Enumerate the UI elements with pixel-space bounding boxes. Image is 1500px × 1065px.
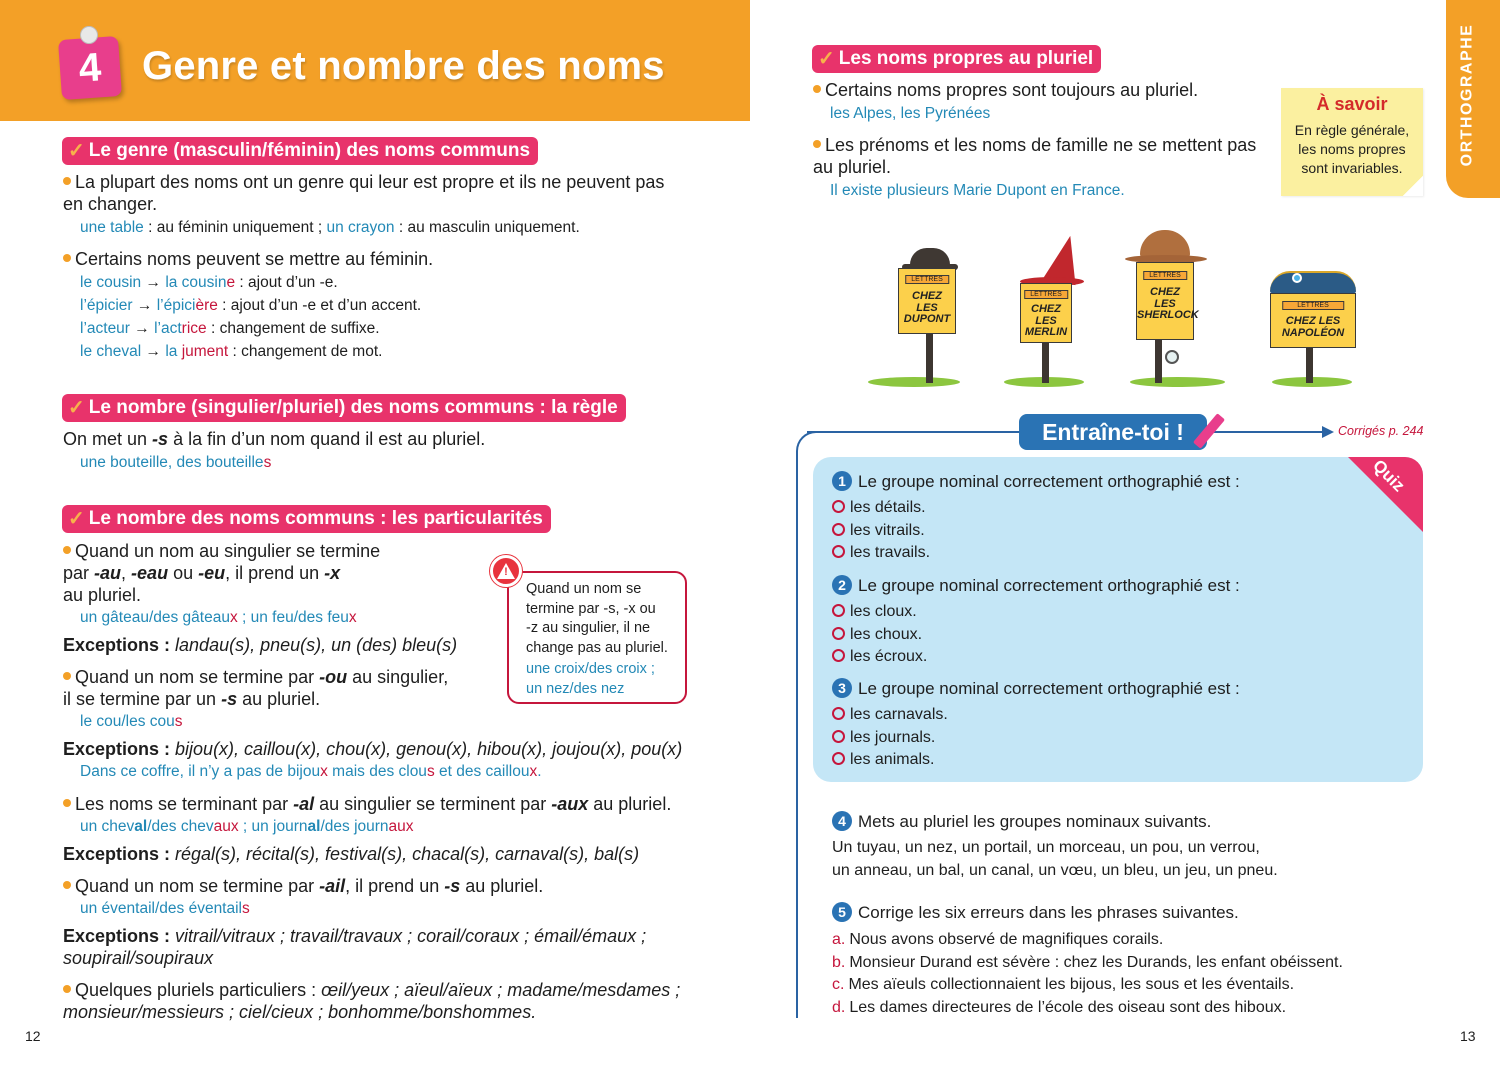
quiz-option[interactable]: [832, 704, 1240, 727]
page-curl-icon: [1403, 176, 1423, 196]
option-text: les écroux.: [850, 648, 928, 665]
exceptions-list: régal(s), récital(s), festival(s), chacal(s), carnaval(s), bal(s): [170, 844, 640, 864]
regle-paragraph: [63, 428, 485, 450]
sign-name: [1021, 304, 1071, 339]
warning-line: change pas au pluriel.: [526, 639, 668, 656]
section-heading-text: Le nombre des noms communs : les particularités: [88, 507, 543, 529]
quiz-option[interactable]: [832, 497, 1240, 520]
warning-example: une croix/des croix ;: [526, 661, 655, 677]
text: , il prend un: [225, 563, 325, 583]
option-text: les travails.: [850, 544, 931, 561]
sign-name-line: LES: [1035, 314, 1057, 327]
au-rule-line-2: [63, 562, 340, 584]
section-heading-propres: [812, 45, 1101, 73]
ending: x: [348, 609, 357, 626]
quiz-option[interactable]: [832, 624, 1240, 647]
exercise-item: [832, 997, 1343, 1020]
particular-plurals-line-2: monsieur/messieurs ; ciel/cieux ; bonhomme/bonshommes.: [63, 1002, 537, 1022]
ending: s: [426, 763, 435, 780]
sign-name-line: NAPOLÉON: [1281, 326, 1345, 339]
section-heading-regle: [62, 394, 626, 422]
radio-button[interactable]: [832, 707, 845, 720]
feminine-stem: la cousin: [165, 274, 227, 291]
quiz-option[interactable]: [832, 542, 1240, 565]
warning-example: un nez/des nez: [526, 681, 625, 697]
quiz-option[interactable]: [832, 646, 1240, 669]
feminine-ending: ère: [195, 297, 218, 314]
sign-board-napoleon: [1270, 293, 1356, 348]
ending: -eau: [131, 563, 169, 583]
text: à la fin d’un nom quand il est au pluriel.: [168, 429, 486, 449]
radio-button[interactable]: [832, 545, 845, 558]
sign-board-sherlock: [1136, 262, 1199, 340]
exercise-line: Un tuyau, un nez, un portail, un morceau, un pou, un verrou,: [832, 839, 1260, 856]
sign-board-dupont: [898, 268, 956, 334]
al-example: [80, 817, 414, 837]
feminine-ending: e: [226, 274, 236, 291]
page-number-right: 13: [1460, 1028, 1476, 1044]
radio-button[interactable]: [832, 523, 845, 536]
gender-example-row: [80, 342, 421, 365]
exceptions-list: vitrail/vitraux ; travail/travaux ; corail/coraux ; émail/émaux ;: [170, 926, 647, 946]
text: Les prénoms et les noms de famille ne se mettent pas: [825, 135, 1257, 155]
ending: -s: [152, 429, 169, 449]
bullet-icon: [63, 672, 71, 680]
propres-example-1: les Alpes, les Pyrénées: [830, 105, 991, 122]
quiz-label: Quiz: [1369, 455, 1409, 496]
ending: -ail: [319, 876, 346, 896]
exercise-item: [832, 929, 1343, 952]
mailbox-signs-illustration: [860, 225, 1380, 395]
quiz-question-3: [832, 678, 1240, 772]
exercise-item: [832, 974, 1343, 997]
masculine: l’acteur: [80, 320, 130, 337]
checkmark-icon: ✓: [68, 140, 85, 162]
sign-name-line: CHEZ: [1031, 303, 1061, 315]
chapter-title: Genre et nombre des noms: [142, 44, 665, 88]
al-rule-line: [63, 793, 671, 815]
al-exceptions: [63, 843, 639, 865]
a-savoir-title: À savoir: [1316, 94, 1388, 114]
text: On met un: [63, 429, 153, 449]
regle-example: [80, 453, 271, 473]
example: ; un feu/des feu: [237, 609, 349, 626]
sign-name-line: SHERLOCK: [1137, 309, 1199, 321]
text: Quand un nom au singulier se termine: [75, 541, 381, 561]
text: La plupart des noms ont un genre qui leur est propre et ils ne peuvent pas: [75, 172, 665, 192]
arrow-right-icon: →: [136, 297, 153, 314]
propres-paragraph-1: [813, 79, 1198, 101]
radio-button[interactable]: [832, 627, 845, 640]
ending: -x: [324, 563, 341, 583]
example: /des journ: [320, 818, 389, 835]
question-title: [832, 471, 1240, 492]
example: /des chev: [147, 818, 214, 835]
checkmark-icon: ✓: [68, 397, 85, 419]
warning-icon: !: [490, 555, 522, 587]
rule: : changement de suffixe.: [206, 320, 380, 337]
radio-button[interactable]: [832, 730, 845, 743]
genre-paragraph-1b: en changer.: [63, 194, 158, 214]
exceptions-label: Exceptions :: [63, 635, 171, 655]
masculine: le cousin: [80, 274, 142, 291]
side-tab-label: [1447, 0, 1487, 190]
au-example: [80, 608, 357, 628]
example: mais des clou: [327, 763, 427, 780]
sign-post: [1155, 335, 1162, 383]
exercise-number-badge: 4: [832, 811, 852, 831]
text: au pluriel.: [237, 689, 321, 709]
ail-rule-line: [63, 875, 543, 897]
ending: -eu: [198, 563, 226, 583]
example-word: une table: [80, 219, 144, 236]
chapter-number-badge: [58, 36, 122, 100]
gender-examples-list: [80, 273, 421, 365]
section-heading-genre: [62, 137, 538, 165]
feminine-stem: la: [165, 343, 182, 360]
exercise-4: [832, 811, 1278, 882]
feminine-stem: l’épici: [156, 297, 196, 314]
quiz-question-1: [832, 471, 1240, 565]
quiz-option[interactable]: [832, 749, 1240, 772]
sign-label: LETTRES: [905, 275, 949, 284]
sign-label: LETTRES: [1143, 271, 1187, 280]
example: un gâteau/des gâteau: [80, 609, 230, 626]
checkmark-icon: ✓: [818, 48, 835, 70]
quiz-question-2: [832, 575, 1240, 669]
bullet-icon: [813, 85, 821, 93]
option-text: les animals.: [850, 751, 935, 768]
au-exceptions: [63, 634, 457, 656]
question-text: Le groupe nominal correctement orthographié est :: [858, 472, 1240, 491]
masculine: l’épicier: [80, 297, 133, 314]
item-text: Mes aïeuls collectionnaient les bijous, les sous et les éventails.: [848, 976, 1295, 993]
plural-list: œil/yeux ; aïeul/aïeux ; madame/mesdames ;: [321, 980, 681, 1000]
ou-example-2: [80, 762, 542, 782]
exercise-title-text: Mets au pluriel les groupes nominaux suivants.: [858, 812, 1212, 831]
item-text: Nous avons observé de magnifiques corails.: [849, 931, 1164, 948]
exceptions-label: Exceptions :: [63, 739, 171, 759]
arrow-right-icon: →: [145, 343, 161, 360]
gender-example-row: [80, 296, 421, 319]
item-letter: d.: [832, 998, 846, 1016]
au-rule-line-3: au pluriel.: [63, 585, 142, 605]
text: Les noms se terminant par: [75, 794, 294, 814]
ending: s: [242, 900, 250, 917]
page-number-left: 12: [25, 1028, 41, 1044]
au-rule-line-1: [63, 540, 380, 562]
ending: al: [134, 818, 148, 835]
bullet-icon: [63, 881, 71, 889]
feminine-ending: jument: [181, 343, 229, 360]
propres-example-2: Il existe plusieurs Marie Dupont en France.: [830, 182, 1125, 199]
question-title: [832, 678, 1240, 699]
corriges-link[interactable]: Corrigés p. 244: [1338, 424, 1424, 438]
exercise-number-badge: 5: [832, 902, 852, 922]
sign-label: LETTRES: [1024, 290, 1068, 299]
ending: -ou: [319, 667, 348, 687]
example-word: un crayon: [326, 219, 395, 236]
example: Dans ce coffre, il n’y a pas de bijou: [80, 763, 321, 780]
ending: -s: [444, 876, 461, 896]
exceptions-list: landau(s), pneu(s), un (des) bleu(s): [170, 635, 458, 655]
example: un chev: [80, 818, 135, 835]
ending: -au: [94, 563, 122, 583]
warning-line: -z au singulier, il ne: [526, 620, 651, 636]
warning-examples: [526, 659, 655, 699]
text: , il prend un: [345, 876, 445, 896]
option-text: les carnavals.: [850, 706, 948, 723]
text: au pluriel.: [588, 794, 672, 814]
option-text: les journals.: [850, 728, 936, 746]
question-number-badge: 1: [832, 471, 852, 491]
exercise-line: un anneau, un bal, un canal, un vœu, un bleu, un jeu, un pneu.: [832, 861, 1278, 879]
sign-name-line: CHEZ LES: [1285, 315, 1341, 327]
ending: -aux: [551, 794, 589, 814]
grass-icon: [1130, 377, 1225, 387]
section-heading-text: Le genre (masculin/féminin) des noms communs: [88, 139, 531, 161]
item-letter: b.: [832, 953, 846, 971]
side-tab-text: ORTHOGRAPHE: [1458, 23, 1476, 167]
radio-button[interactable]: [832, 500, 845, 513]
text: Quand un nom se termine par: [75, 667, 320, 687]
ending: s: [263, 454, 272, 471]
ending: x: [320, 763, 328, 780]
bullet-icon: [813, 140, 821, 148]
propres-paragraph-2: [813, 134, 1256, 156]
item-letter: c.: [832, 976, 845, 993]
entraine-toi-banner: Entraîne-toi !: [1019, 414, 1207, 450]
option-text: les détails.: [850, 499, 926, 516]
warning-line: termine par -s, -x ou: [526, 600, 656, 617]
bicorne-hat-icon: [1270, 271, 1356, 293]
ou-example: [80, 712, 183, 732]
rule: : ajout d’un -e.: [235, 274, 338, 291]
ending: al: [307, 818, 321, 835]
example: .: [537, 763, 542, 780]
example-note: : au féminin uniquement ;: [143, 219, 327, 236]
ending: s: [174, 713, 183, 730]
text: par: [63, 563, 95, 583]
text: ,: [121, 563, 132, 583]
sign-name: [1137, 286, 1199, 322]
ending: x: [229, 609, 238, 626]
genre-paragraph-2: [63, 248, 433, 270]
ail-example: [80, 899, 250, 919]
text: Quand un nom se termine par: [75, 876, 320, 896]
deerstalker-hat-icon: [1140, 230, 1190, 258]
ending: x: [529, 763, 538, 780]
ou-rule-line-1: [63, 666, 448, 688]
exercise-frame-left-line: [796, 455, 798, 1018]
example: le cou/les cou: [80, 713, 175, 730]
ou-exceptions: [63, 738, 682, 760]
arrow-right-icon: →: [145, 274, 161, 291]
exercise-title: [832, 902, 1343, 923]
example: et des caillou: [434, 763, 530, 780]
exercise-5: [832, 902, 1343, 1019]
quiz-option[interactable]: [832, 727, 1240, 750]
chapter-number: 4: [77, 44, 103, 91]
example: un éventail/des éventail: [80, 900, 243, 917]
sign-name-line: CHEZ: [912, 290, 942, 302]
radio-button[interactable]: [832, 649, 845, 662]
warning-line: Quand un nom se: [526, 581, 642, 597]
text: au singulier se terminent par: [314, 794, 552, 814]
exercise-item: [832, 952, 1343, 975]
masculine: le cheval: [80, 343, 142, 360]
option-text: les vitrails.: [850, 521, 925, 539]
sign-name-line: LES: [1154, 297, 1176, 310]
question-number-badge: 3: [832, 678, 852, 698]
text: au pluriel.: [460, 876, 544, 896]
question-title: [832, 575, 1240, 596]
bullet-icon: [63, 254, 71, 262]
question-text: Le groupe nominal correctement orthographié est :: [858, 679, 1240, 698]
quiz-option[interactable]: [832, 520, 1240, 543]
ail-exceptions-2: soupirail/soupiraux: [63, 948, 214, 968]
exercise-frame-corner: [796, 431, 826, 461]
exceptions-label: Exceptions :: [63, 844, 171, 864]
ending: -al: [293, 794, 315, 814]
text: Certains noms propres sont toujours au pluriel.: [825, 80, 1199, 100]
sign-name-line: LES: [916, 301, 938, 314]
pin-icon: [80, 26, 98, 44]
sign-post: [1306, 345, 1313, 383]
sign-name: [1271, 316, 1355, 339]
option-text: les cloux.: [850, 603, 917, 620]
item-letter: a.: [832, 931, 846, 948]
exceptions-label: Exceptions :: [63, 926, 171, 946]
option-text: les choux.: [850, 625, 923, 643]
sign-name: [899, 291, 955, 326]
section-heading-text: Le nombre (singulier/pluriel) des noms communs : la règle: [88, 396, 618, 418]
radio-button[interactable]: [832, 752, 845, 765]
a-savoir-line: sont invariables.: [1301, 160, 1403, 176]
item-text: Monsieur Durand est sévère : chez les Durands, les enfant obéissent.: [849, 953, 1343, 971]
sign-name-line: CHEZ: [1150, 286, 1180, 298]
particular-plurals-line-1: [63, 979, 680, 1001]
example-note: : au masculin uniquement.: [394, 219, 580, 236]
a-savoir-body: [1281, 121, 1423, 178]
exercise-title: [832, 811, 1278, 832]
checkmark-icon: ✓: [68, 508, 85, 530]
quiz-option[interactable]: [832, 601, 1240, 624]
ending: -s: [221, 689, 238, 709]
cockade-icon: [1292, 273, 1302, 283]
radio-button[interactable]: [832, 604, 845, 617]
item-text: Les dames directeures de l’école des oiseau sont des hiboux.: [849, 998, 1287, 1016]
gender-example-row: [80, 273, 421, 296]
feminine-stem: l’act: [154, 320, 182, 337]
arrow-right-icon: [1322, 426, 1334, 438]
ending: aux: [213, 818, 239, 835]
bullet-icon: [63, 177, 71, 185]
genre-paragraph-1: [63, 171, 664, 193]
rule: : changement de mot.: [228, 343, 383, 360]
warning-text: [526, 580, 668, 658]
text: Certains noms peuvent se mettre au féminin.: [75, 249, 434, 269]
arrow-right-icon: →: [134, 320, 150, 337]
question-number-badge: 2: [832, 575, 852, 595]
a-savoir-line: les noms propres: [1298, 141, 1406, 157]
feminine-ending: rice: [181, 320, 207, 337]
example: ; un journ: [238, 818, 308, 835]
grass-icon: [868, 377, 960, 387]
text: il se termine par un: [63, 689, 222, 709]
ou-rule-line-2: [63, 688, 320, 710]
sign-board-merlin: [1020, 283, 1072, 343]
bullet-icon: [63, 985, 71, 993]
gender-example-row: [80, 319, 421, 342]
section-heading-text: Les noms propres au pluriel: [838, 47, 1094, 69]
bullet-icon: [63, 799, 71, 807]
text: au singulier,: [347, 667, 449, 687]
sign-name-line: DUPONT: [903, 313, 951, 325]
magnifying-glass-icon: [1165, 350, 1179, 364]
sign-name-line: MERLIN: [1024, 326, 1068, 338]
section-heading-particularites: [62, 505, 551, 533]
ail-exceptions-1: [63, 925, 646, 947]
text: ou: [168, 563, 199, 583]
sign-label: LETTRES: [1282, 301, 1344, 310]
example: une bouteille, des bouteille: [80, 454, 264, 471]
rule: : ajout d’un -e et d’un accent.: [217, 297, 422, 314]
text: Quelques pluriels particuliers :: [75, 980, 322, 1000]
genre-example-1: [80, 218, 580, 238]
bullet-icon: [63, 546, 71, 554]
exceptions-list: bijou(x), caillou(x), chou(x), genou(x), hibou(x), joujou(x), pou(x): [170, 739, 683, 759]
question-text: Le groupe nominal correctement orthographié est :: [858, 576, 1240, 595]
exercise-title-text: Corrige les six erreurs dans les phrases suivantes.: [858, 903, 1239, 922]
a-savoir-line: En règle générale,: [1294, 122, 1410, 138]
ending: aux: [388, 818, 414, 835]
propres-paragraph-2b: au pluriel.: [813, 157, 892, 177]
